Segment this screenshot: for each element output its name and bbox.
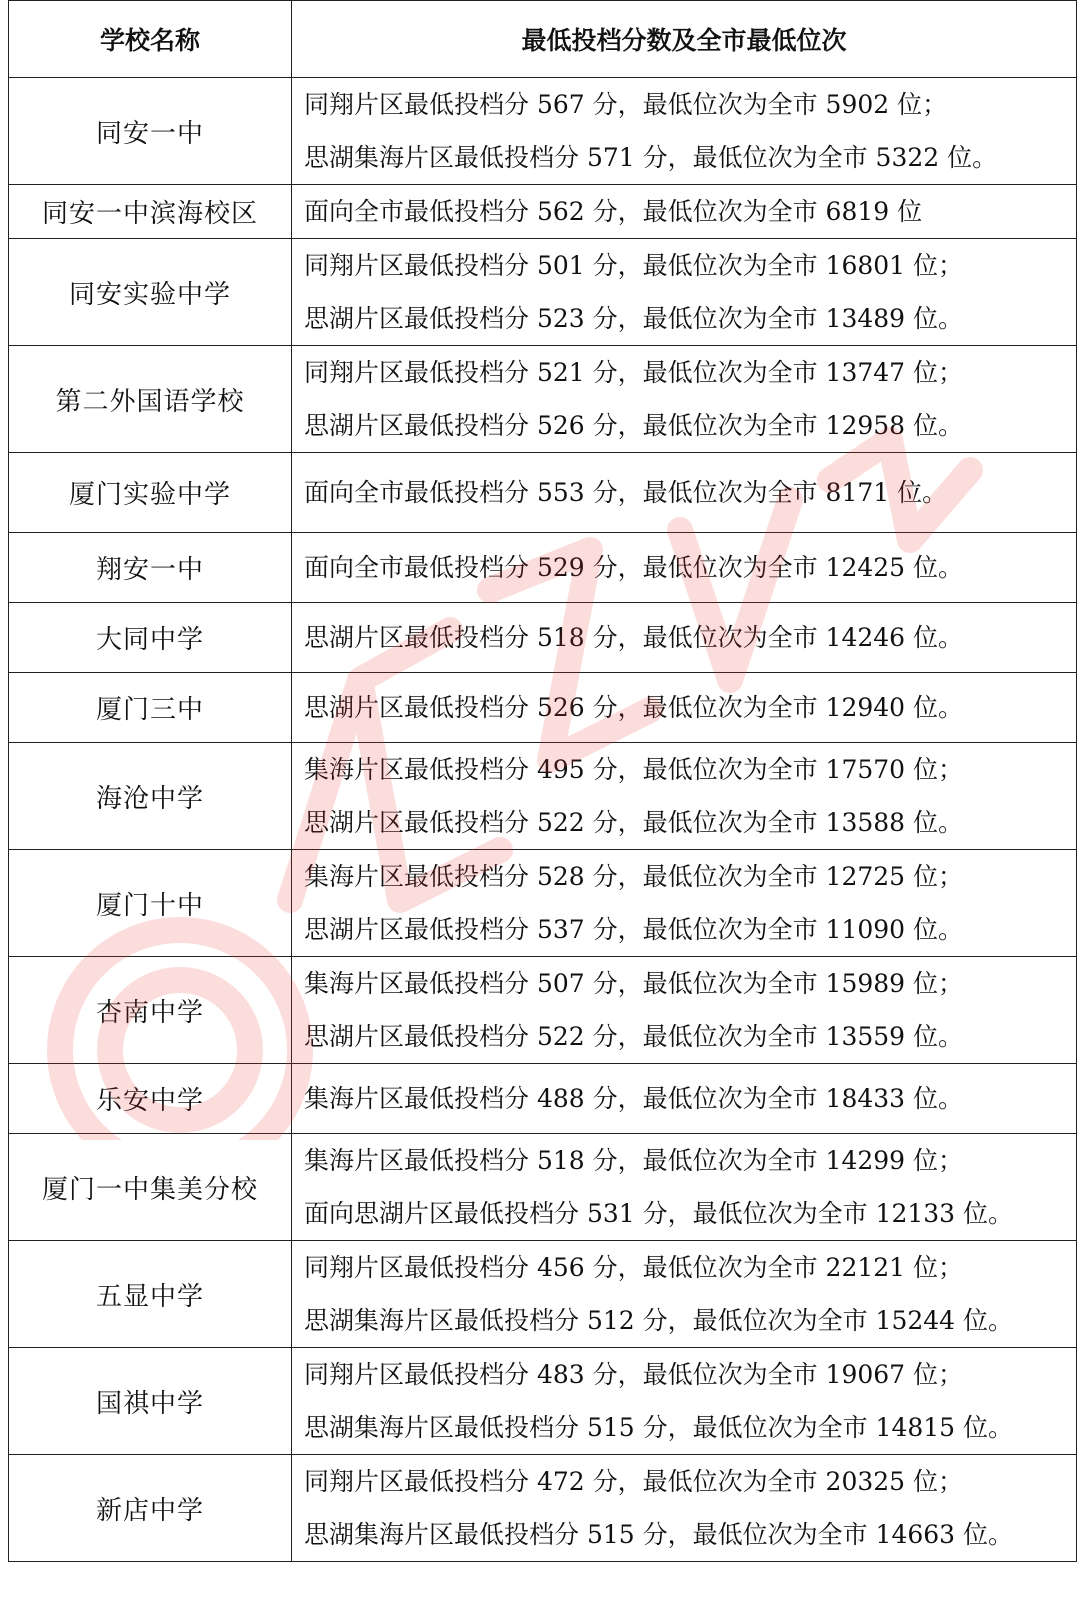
table-row [9, 673, 1077, 743]
table-row [9, 603, 1077, 673]
table-row [9, 850, 1077, 957]
score-line: 面向全市最低投档分 553 分，最低位次为全市 8171 位。 [304, 478, 948, 507]
score-cell [292, 673, 1077, 743]
score-line: 思湖集海片区最低投档分 515 分，最低位次为全市 14663 位。 [304, 1520, 1014, 1549]
table-row [9, 1241, 1077, 1348]
score-line: 同翔片区最低投档分 567 分，最低位次为全市 5902 位； [304, 90, 948, 119]
school-name-cell: 新店中学 [9, 1455, 292, 1562]
score-line: 同翔片区最低投档分 521 分，最低位次为全市 13747 位； [304, 358, 964, 387]
score-line: 面向全市最低投档分 529 分，最低位次为全市 12425 位。 [304, 553, 964, 582]
admission-score-table-container [8, 0, 1076, 1562]
table-row [9, 743, 1077, 850]
score-cell [292, 453, 1077, 533]
score-line: 集海片区最低投档分 507 分，最低位次为全市 15989 位； [304, 969, 964, 998]
table-row [9, 1348, 1077, 1455]
score-cell [292, 850, 1077, 957]
score-cell [292, 185, 1077, 239]
table-row [9, 78, 1077, 185]
school-name-cell: 杏南中学 [9, 957, 292, 1064]
score-cell [292, 743, 1077, 850]
score-line: 思湖集海片区最低投档分 512 分，最低位次为全市 15244 位。 [304, 1306, 1014, 1335]
table-row [9, 957, 1077, 1064]
table-row [9, 453, 1077, 533]
table-row [9, 1455, 1077, 1562]
score-line: 思湖片区最低投档分 523 分，最低位次为全市 13489 位。 [304, 304, 964, 333]
score-line: 同翔片区最低投档分 483 分，最低位次为全市 19067 位； [304, 1360, 964, 1389]
table-row [9, 533, 1077, 603]
score-cell [292, 346, 1077, 453]
school-name-cell: 乐安中学 [9, 1064, 292, 1134]
table-header-row [9, 1, 1077, 78]
school-name-cell: 厦门实验中学 [9, 453, 292, 533]
score-cell [292, 1348, 1077, 1455]
score-cell [292, 1064, 1077, 1134]
table-body [9, 78, 1077, 1562]
school-name-cell: 第二外国语学校 [9, 346, 292, 453]
score-line: 集海片区最低投档分 495 分，最低位次为全市 17570 位； [304, 755, 964, 784]
score-line: 思湖片区最低投档分 518 分，最低位次为全市 14246 位。 [304, 623, 964, 652]
score-line: 同翔片区最低投档分 501 分，最低位次为全市 16801 位； [304, 251, 964, 280]
score-line: 思湖片区最低投档分 526 分，最低位次为全市 12940 位。 [304, 693, 964, 722]
table-row [9, 1134, 1077, 1241]
score-cell [292, 1134, 1077, 1241]
school-name-cell: 同安一中 [9, 78, 292, 185]
score-cell [292, 603, 1077, 673]
school-name-cell: 厦门十中 [9, 850, 292, 957]
score-line: 集海片区最低投档分 488 分，最低位次为全市 18433 位。 [304, 1084, 964, 1113]
score-line: 同翔片区最低投档分 472 分，最低位次为全市 20325 位； [304, 1467, 964, 1496]
school-name-cell: 厦门一中集美分校 [9, 1134, 292, 1241]
score-line: 集海片区最低投档分 518 分，最低位次为全市 14299 位； [304, 1146, 964, 1175]
score-line: 面向全市最低投档分 562 分，最低位次为全市 6819 位 [304, 197, 923, 226]
header-min-score-rank: 最低投档分数及全市最低位次 [292, 1, 1077, 78]
table-row [9, 346, 1077, 453]
school-name-cell: 国祺中学 [9, 1348, 292, 1455]
score-cell [292, 1455, 1077, 1562]
score-cell [292, 78, 1077, 185]
score-line: 面向思湖片区最低投档分 531 分，最低位次为全市 12133 位。 [304, 1199, 1014, 1228]
table-row [9, 239, 1077, 346]
school-name-cell: 翔安一中 [9, 533, 292, 603]
score-line: 思湖片区最低投档分 526 分，最低位次为全市 12958 位。 [304, 411, 964, 440]
school-name-cell: 大同中学 [9, 603, 292, 673]
school-name-cell: 厦门三中 [9, 673, 292, 743]
score-cell [292, 1241, 1077, 1348]
score-cell [292, 957, 1077, 1064]
school-name-cell: 五显中学 [9, 1241, 292, 1348]
table-row [9, 1064, 1077, 1134]
score-line: 思湖集海片区最低投档分 515 分，最低位次为全市 14815 位。 [304, 1413, 1014, 1442]
school-name-cell: 海沧中学 [9, 743, 292, 850]
score-line: 集海片区最低投档分 528 分，最低位次为全市 12725 位； [304, 862, 964, 891]
school-name-cell: 同安一中滨海校区 [9, 185, 292, 239]
header-school-name: 学校名称 [9, 1, 292, 78]
table-row [9, 185, 1077, 239]
score-line: 思湖片区最低投档分 522 分，最低位次为全市 13559 位。 [304, 1022, 964, 1051]
score-cell [292, 533, 1077, 603]
admission-score-table [8, 0, 1077, 1562]
score-line: 思湖片区最低投档分 522 分，最低位次为全市 13588 位。 [304, 808, 964, 837]
score-cell [292, 239, 1077, 346]
score-line: 思湖集海片区最低投档分 571 分，最低位次为全市 5322 位。 [304, 143, 998, 172]
score-line: 思湖片区最低投档分 537 分，最低位次为全市 11090 位。 [304, 915, 964, 944]
school-name-cell: 同安实验中学 [9, 239, 292, 346]
score-line: 同翔片区最低投档分 456 分，最低位次为全市 22121 位； [304, 1253, 964, 1282]
